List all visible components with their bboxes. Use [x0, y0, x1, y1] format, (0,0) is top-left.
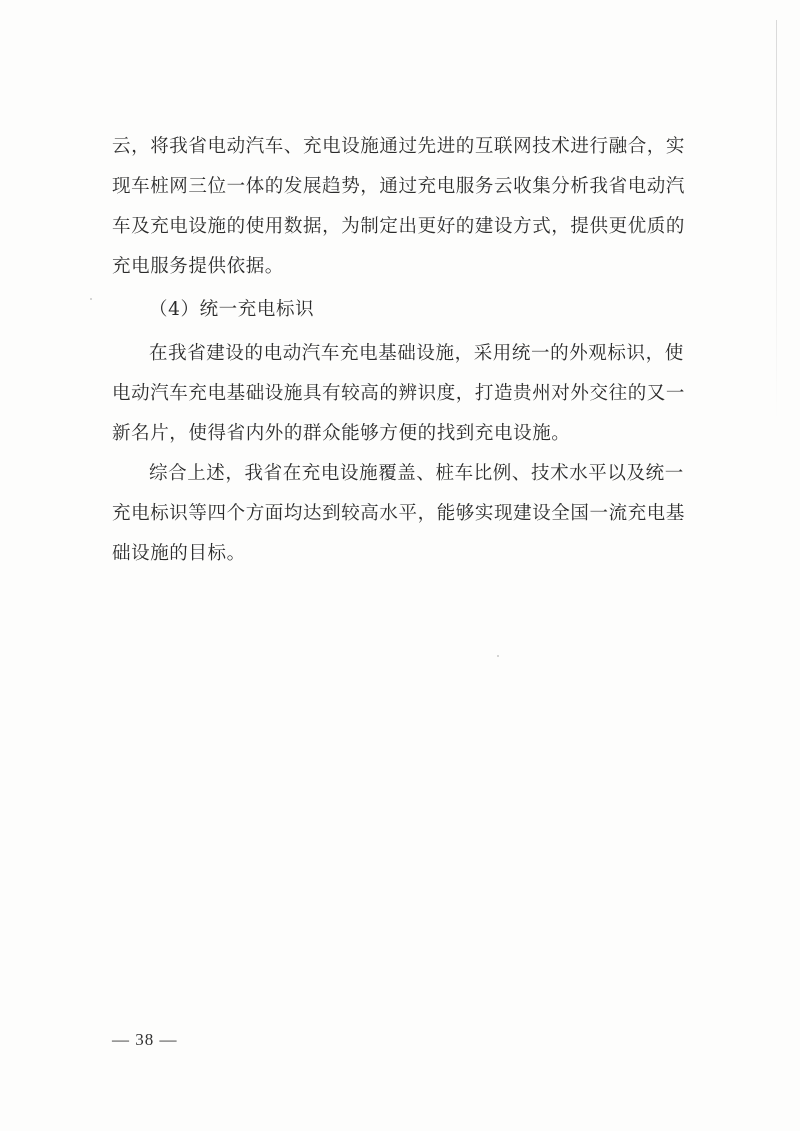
paragraph-line: 新名片，使得省内外的群众能够方便的找到充电设施。: [112, 423, 571, 444]
paragraph-line: 充电服务提供依据。: [112, 256, 284, 277]
scan-speck: [90, 298, 92, 300]
paragraph-line: 电动汽车充电基础设施具有较高的辨识度，打造贵州对外交往的又一: [112, 383, 686, 404]
scan-speck: [497, 655, 499, 657]
scan-edge-line: [776, 20, 777, 420]
paragraph-line: 础设施的目标。: [112, 543, 246, 564]
paragraph-line: 现车桩网三位一体的发展趋势，通过充电服务云收集分析我省电动汽: [112, 176, 686, 197]
paragraph-line: 在我省建设的电动汽车充电基础设施，采用统一的外观标识，使: [149, 343, 684, 364]
paragraph-line: 车及充电设施的使用数据，为制定出更好的建设方式，提供更优质的: [112, 216, 686, 237]
page-number: — 38 —: [112, 1030, 178, 1049]
paragraph-line: 云，将我省电动汽车、充电设施通过先进的互联网技术进行融合，实: [112, 136, 686, 157]
paragraph-line: 综合上述，我省在充电设施覆盖、桩车比例、技术水平以及统一: [149, 463, 684, 484]
section-heading: （4）统一充电标识: [149, 299, 315, 320]
paragraph-line: 充电标识等四个方面均达到较高水平，能够实现建设全国一流充电基: [112, 503, 686, 524]
